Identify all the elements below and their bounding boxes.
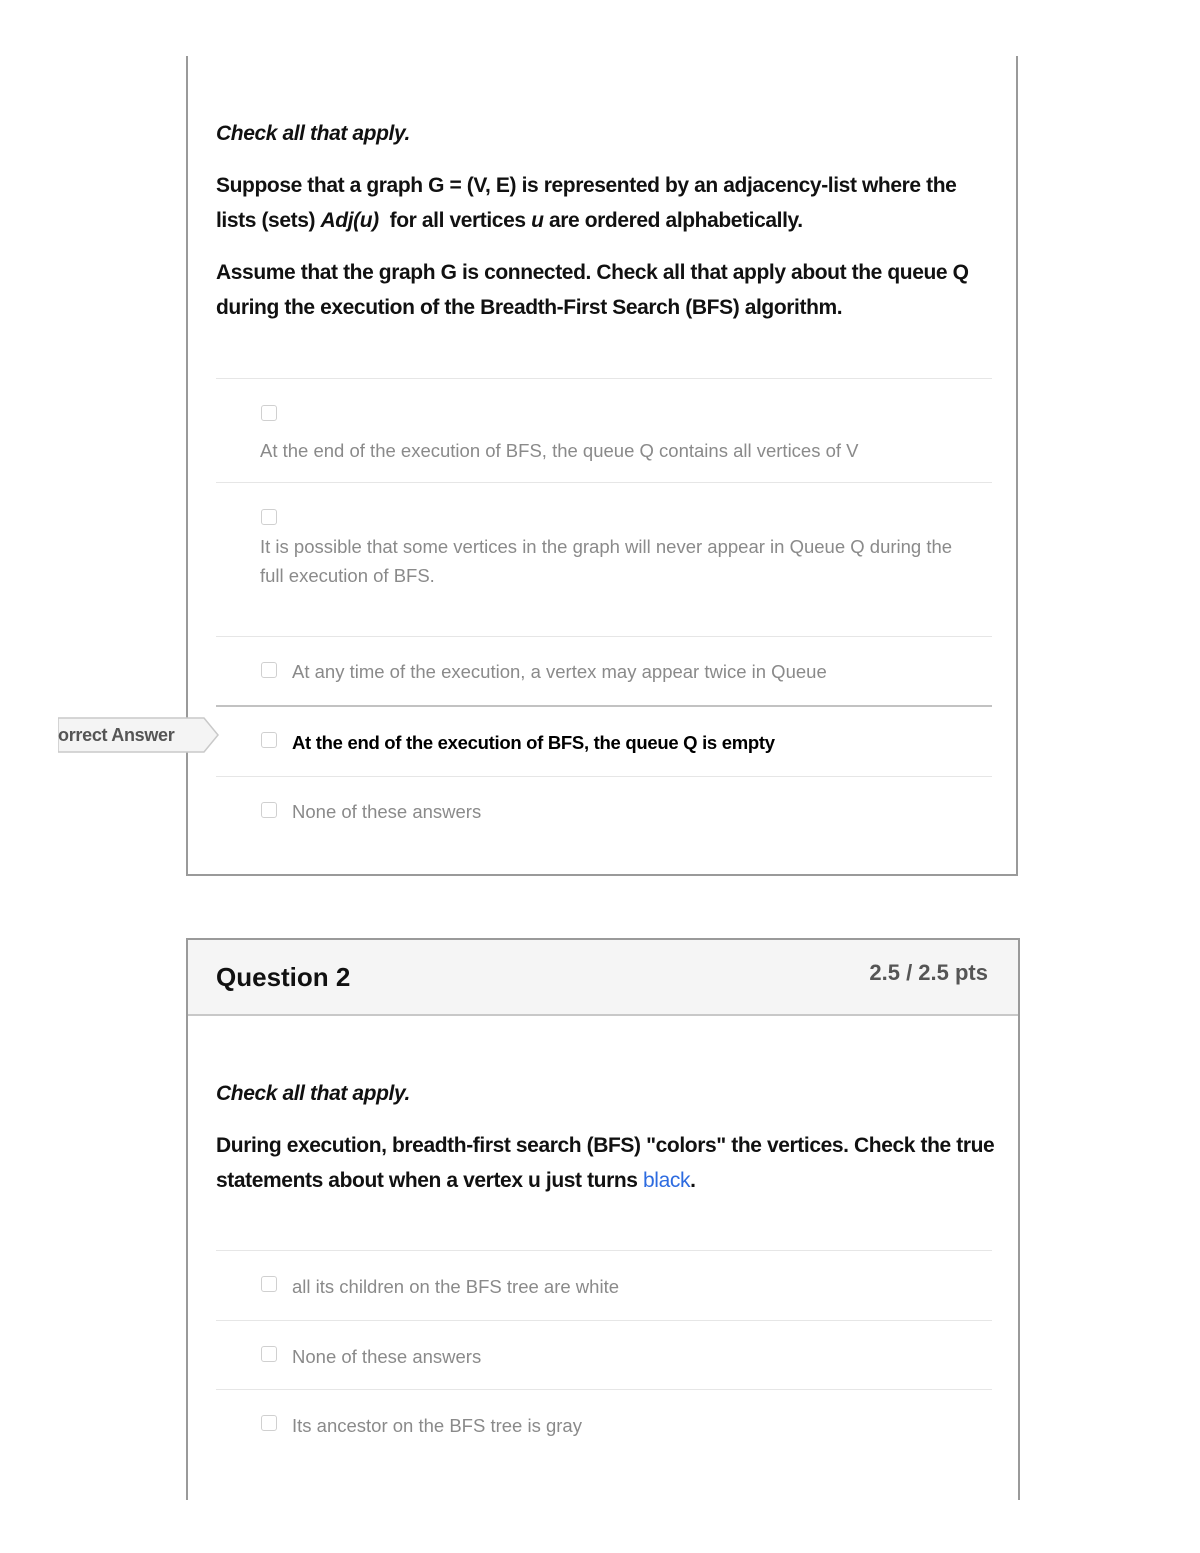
answer-option[interactable] — [216, 1389, 992, 1459]
question-1-instruction: Check all that apply. — [216, 122, 410, 145]
answer-checkbox[interactable] — [261, 1276, 277, 1292]
answer-label: At any time of the execution, a vertex may appear twice in Queue — [292, 661, 827, 682]
just-term: just — [545, 1169, 582, 1192]
question-1-card — [186, 56, 1018, 876]
question-1-answers — [216, 378, 992, 876]
question-1-text — [216, 116, 996, 325]
answer-option[interactable] — [216, 378, 992, 482]
answer-label: It is possible that some vertices in the graph will never appear in Queue Q during the full execution of BFS. — [260, 536, 953, 586]
correct-answer-flag-label: orrect Answer — [58, 725, 175, 745]
black-term: black — [643, 1169, 691, 1192]
u-term: u — [531, 209, 544, 232]
answer-checkbox[interactable] — [261, 509, 277, 525]
answer-checkbox[interactable] — [261, 405, 277, 421]
question-2-text — [216, 1076, 996, 1198]
question-1-paragraph-1: Suppose that a graph G = (V, E) is represented by an adjacency-list where the lists (sets) Adj(u) for all vertices u are ordered alphabetically. — [216, 174, 957, 232]
answer-label: None of these answers — [292, 801, 482, 822]
answer-checkbox[interactable] — [261, 1415, 277, 1431]
answer-label: Its ancestor on the BFS tree is gray — [292, 1415, 582, 1436]
answer-label: At the end of the execution of BFS, the queue Q is empty — [292, 732, 775, 753]
question-1-paragraph-2: Assume that the graph G is connected. Check all that apply about the queue Q during the execution of the Breadth-First Search (BFS) algorithm. — [216, 261, 969, 319]
answer-label: all its children on the BFS tree are white — [292, 1276, 619, 1297]
question-2-card — [186, 938, 1020, 1500]
question-2-instruction: Check all that apply. — [216, 1082, 410, 1105]
answer-checkbox[interactable] — [261, 1346, 277, 1362]
correct-answer-flag — [58, 717, 208, 753]
answer-option[interactable] — [216, 776, 992, 876]
answer-option-correct[interactable] — [216, 705, 992, 776]
connected-term: connected — [484, 261, 586, 284]
answer-checkbox[interactable] — [261, 662, 277, 678]
answer-label: At the end of the execution of BFS, the queue Q contains all vertices of V — [260, 440, 859, 461]
answer-option[interactable] — [216, 1250, 992, 1320]
question-2-header — [188, 940, 1018, 1016]
adj-u-term: Adj(u) — [320, 209, 379, 232]
answer-option[interactable] — [216, 1320, 992, 1389]
question-2-title: Question 2 — [216, 962, 351, 992]
answer-label: None of these answers — [292, 1346, 482, 1367]
question-2-answers — [216, 1250, 992, 1459]
answer-checkbox[interactable] — [261, 802, 277, 818]
answer-option[interactable] — [216, 482, 992, 636]
answer-checkbox[interactable] — [261, 732, 277, 748]
answer-option[interactable] — [216, 636, 992, 705]
question-2-paragraph: During execution, breadth-first search (BFS) "colors" the vertices. Check the true statements about when a vertex u just turns black. — [216, 1134, 995, 1192]
question-2-points: 2.5 / 2.5 pts — [869, 960, 988, 985]
